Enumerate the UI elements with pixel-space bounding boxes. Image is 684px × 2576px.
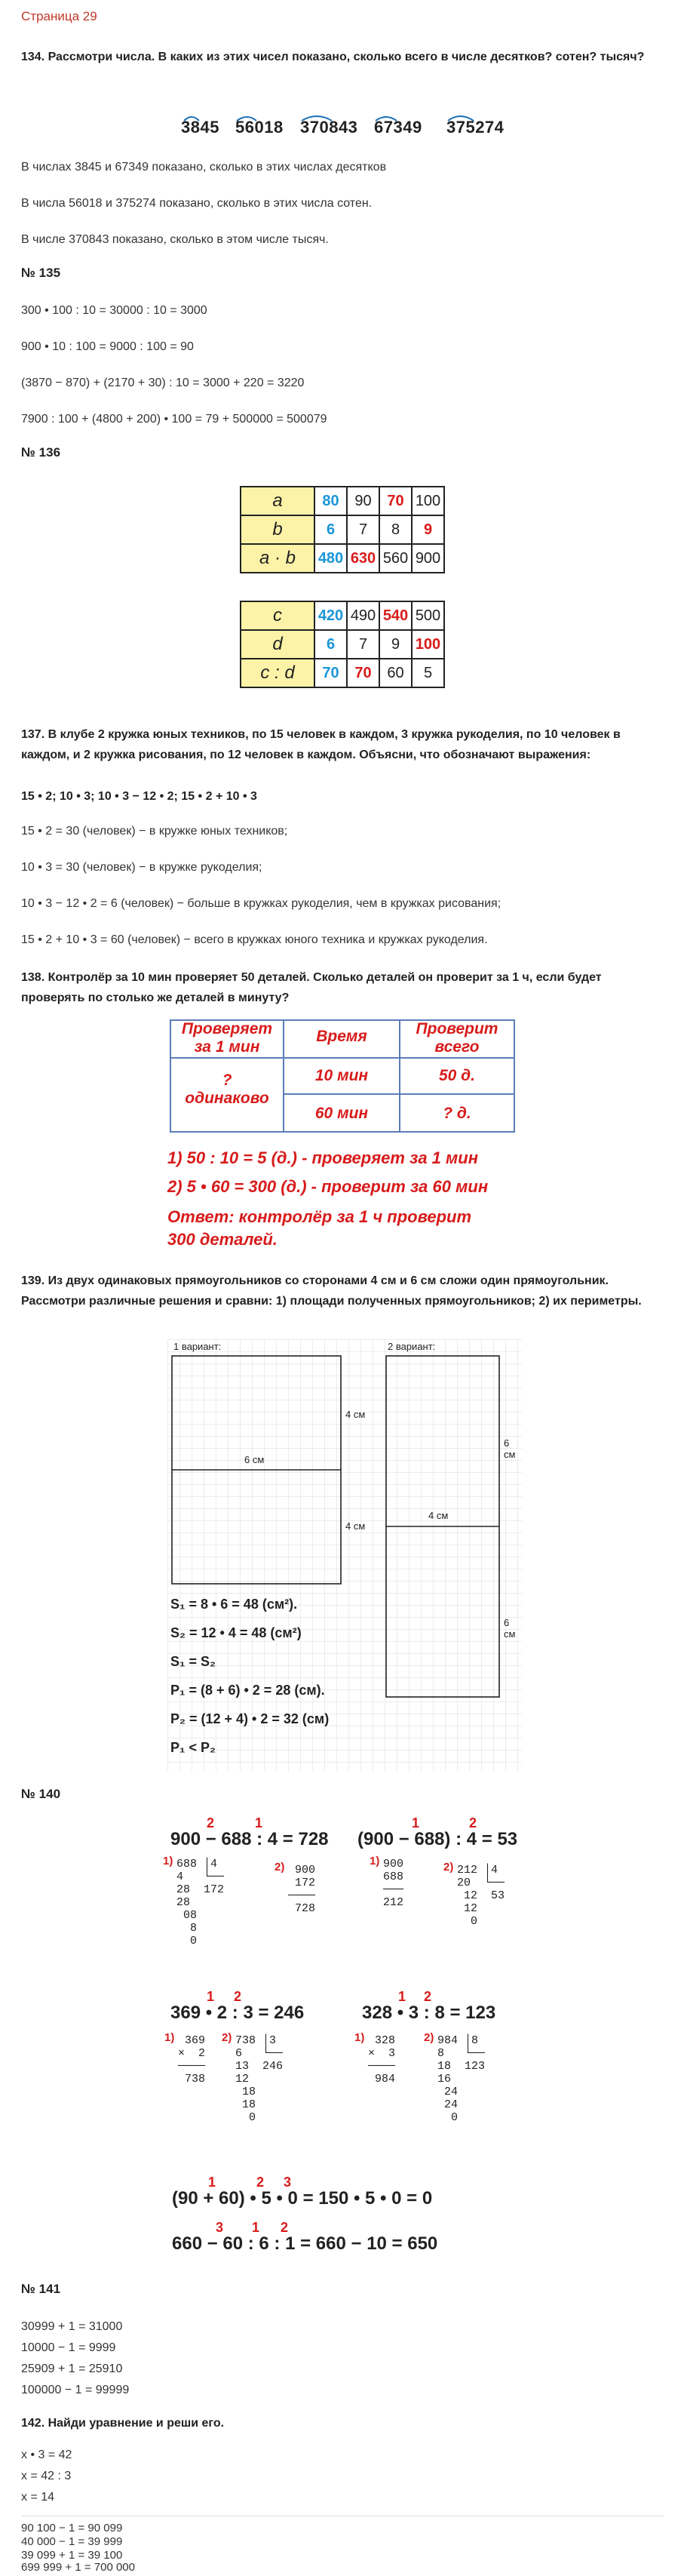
table-cell: 90: [347, 487, 379, 515]
task-141-line: 100000 − 1 = 99999: [21, 2384, 130, 2396]
table-cell: 50 д.: [438, 1067, 475, 1084]
side-label: 4 см: [428, 1510, 449, 1521]
row-label: c: [241, 601, 314, 630]
table-cell: ? д.: [443, 1105, 471, 1122]
task-140-title: № 140: [21, 1787, 61, 1801]
table-cell: 900: [412, 544, 444, 573]
table-cell: 100: [412, 487, 444, 515]
table-cell: 80: [314, 487, 347, 515]
table-row: [241, 515, 444, 544]
task-137-line: 10 • 3 − 12 • 2 = 6 (человек) − больше в кружках рукоделия, чем в кружках рисования;: [21, 897, 501, 910]
task-138-answer: 300 деталей.: [167, 1230, 278, 1249]
formula-s1: S₁ = 8 • 6 = 48 (см²).: [170, 1597, 298, 1612]
task-135-line: (3870 − 870) + (2170 + 30) : 10 = 3000 + 220 = 3220: [21, 377, 305, 389]
task-139-figure: [167, 1339, 522, 1771]
task-143-line: 40 000 − 1 = 39 999: [21, 2535, 123, 2548]
task-141-line: 30999 + 1 = 31000: [21, 2320, 123, 2333]
task-138-title: 138. Контролёр за 10 мин проверяет 50 деталей. Сколько деталей он проверит за 1 ч, если будет проверять по столько же деталей в минуту?: [21, 971, 602, 1004]
task-137-line: 15 • 2 = 30 (человек) − в кружке юных техников;: [21, 825, 288, 838]
task-138-answer: 1) 50 : 10 = 5 (д.) - проверяет за 1 мин: [167, 1148, 479, 1167]
grid-paper: [167, 1339, 522, 1771]
column-work: 328 × 3 ──── 984: [368, 2034, 396, 2086]
table-cell: 420: [314, 601, 347, 630]
table-header-total: Проверит всего: [416, 1020, 498, 1056]
task-143-line: 699 999 + 1 = 700 000: [21, 2561, 135, 2574]
table-cell: 7: [347, 630, 379, 659]
column-work: 738 │3 6 └── 13 246 12 18 18 0: [235, 2034, 284, 2124]
task-143-line: 39 099 + 1 = 39 100: [21, 2549, 123, 2562]
task-138-answer: Ответ: контролёр за 1 ч проверит: [167, 1207, 472, 1226]
task-137-line: 15 • 2 + 10 • 3 = 60 (человек) − всего в кружках юного техника и кружках рукоделия.: [21, 933, 488, 946]
task-137-expressions: 15 • 2; 10 • 3; 10 • 3 − 12 • 2; 15 • 2 + 10 • 3: [21, 790, 257, 803]
task-134-numbers: [181, 112, 513, 142]
row-label: a: [241, 487, 314, 515]
column-work: 984 │8 8 └── 18 123 16 24 24 0: [437, 2034, 486, 2124]
formula-p1: P₁ = (8 + 6) • 2 = 28 (см).: [170, 1683, 325, 1698]
table-cell: 630: [347, 544, 379, 573]
task-135-line: 900 • 10 : 100 = 9000 : 100 = 90: [21, 340, 194, 353]
formula-p2: P₂ = (12 + 4) • 2 = 32 (см): [170, 1711, 330, 1726]
table-cell: ? одинаково: [185, 1071, 269, 1107]
task-143-line: 90 100 − 1 = 90 099: [21, 2522, 123, 2535]
task-138-answer: 2) 5 • 60 = 300 (д.) - проверит за 60 мин: [167, 1177, 489, 1196]
task-137-line: 10 • 3 = 30 (человек) − в кружке рукоделия;: [21, 861, 262, 874]
number-item: 67349: [374, 118, 422, 137]
table-cell: 100: [412, 630, 444, 659]
task-134-line: В числа 56018 и 375274 показано, сколько в этих числа сотен.: [21, 197, 373, 210]
task-134-line: В числе 370843 показано, сколько в этом числе тысяч.: [21, 233, 329, 246]
table-cell: 500: [412, 601, 444, 630]
expr-3: 369 • 2 : 3 = 246: [170, 2003, 305, 2023]
table-row: [241, 659, 444, 687]
variant-2-label: 2 вариант:: [388, 1341, 436, 1352]
formula-p-compare: P₁ < P₂: [170, 1740, 216, 1755]
task-141-line: 25909 + 1 = 25910: [21, 2362, 123, 2375]
table-cell: 8: [379, 515, 412, 544]
table-cell: 70: [379, 487, 412, 515]
task-135-line: 300 • 100 : 10 = 30000 : 10 = 3000: [21, 304, 207, 317]
table-cell: 5: [412, 659, 444, 687]
formula-s-compare: S₁ = S₂: [170, 1654, 216, 1669]
table-cell: 60 мин: [314, 1105, 369, 1122]
table-cell: 70: [347, 659, 379, 687]
task-142-line: x = 14: [21, 2491, 55, 2504]
task-136-title: № 136: [21, 445, 61, 460]
table-row: [241, 544, 444, 573]
number-item: 56018: [235, 118, 284, 137]
side-label: 6 см: [504, 1437, 516, 1460]
table-cell: 490: [347, 601, 379, 630]
side-label: 4 см: [345, 1520, 366, 1532]
task-136-table-2: [240, 601, 445, 688]
task-134-title: 134. Рассмотри числа. В каких из этих чисел показано, сколько всего в числе десятков? сотен? тысяч?: [21, 51, 645, 63]
number-item: 3845: [181, 118, 219, 137]
task-141-line: 10000 − 1 = 9999: [21, 2341, 116, 2354]
expr-6: 660 − 60 : 6 : 1 = 660 − 10 = 650: [172, 2233, 438, 2254]
table-cell: 9: [379, 630, 412, 659]
table-row: [241, 601, 444, 630]
page-label: Страница 29: [21, 9, 97, 23]
task-142-line: x = 42 : 3: [21, 2470, 72, 2482]
column-work: 212 │4 20 └── 12 53 12 0: [457, 1864, 505, 1928]
task-136-table-1: [240, 486, 445, 573]
task-138-table: [169, 1019, 516, 1133]
number-item: 370843: [300, 118, 358, 137]
row-label: a · b: [241, 544, 314, 573]
column-work: 900 688 ─── 212: [383, 1858, 404, 1909]
column-work: 688 │4 4 └── 28 172 28 08 8 0: [176, 1858, 225, 1947]
row-label: b: [241, 515, 314, 544]
table-row: [241, 630, 444, 659]
row-label: d: [241, 630, 314, 659]
table-header-per-minute: Проверяет за 1 мин: [181, 1020, 273, 1056]
expr-5: (90 + 60) • 5 • 0 = 150 • 5 • 0 = 0: [172, 2188, 433, 2209]
task-134-line: В числах 3845 и 67349 показано, сколько в этих числах десятков: [21, 161, 387, 174]
table-cell: 9: [412, 515, 444, 544]
table-cell: 6: [314, 515, 347, 544]
table-cell: 480: [314, 544, 347, 573]
table-cell: 560: [379, 544, 412, 573]
table-row: [241, 487, 444, 515]
column-work: 369 × 2 ──── 738: [178, 2034, 206, 2086]
expr-1: 900 − 688 : 4 = 728: [170, 1829, 329, 1849]
side-label: 6 см: [504, 1617, 516, 1640]
task-135-line: 7900 : 100 + (4800 + 200) • 100 = 79 + 500000 = 500079: [21, 413, 327, 426]
side-label: 6 см: [244, 1454, 265, 1465]
table-cell: 10 мин: [314, 1067, 369, 1084]
table-cell: 6: [314, 630, 347, 659]
formula-s2: S₂ = 12 • 4 = 48 (см²): [170, 1625, 302, 1640]
task-142-line: x • 3 = 42: [21, 2448, 72, 2461]
expr-4: 328 • 3 : 8 = 123: [362, 2003, 496, 2023]
side-label: 4 см: [345, 1409, 366, 1420]
number-item: 375274: [446, 118, 505, 137]
column-work: 900 172 ──── 728: [288, 1864, 316, 1915]
workbook-page: Страница 29 134. Рассмотри числа. В каких из этих чисел показано, сколько всего в числе десятков? сотен? тысяч? 3845 56018 370843 67349 375274 В числах 3845 и 67349 показано, сколько в этих числах десятков В числа 56018 и 375274 показано, сколько в этих числа сотен. В числе 370843 показано, сколько в этом числе тысяч. № 135 300 • 100 : 10 = 30000 : 10 = 3000 900 • 10 : 100 = 9000 : 100 = 90 (3870 − 870) + (2170 + 30) : 10 = 3000 + 220 = 3220 7900 : 100 + (4800 + 200) • 100 = 79 + 500000 = 500079 № 136 a 80 90 70 100 b 6 7 8 9 a · b 480 630 560 900 c 420 490 540 500 d 6 7 9 100 c : d 70 70 60 5 137. В клубе 2 кружка юных техников, по 15 человек в каждом, 3 кружка рукоделия, по 10 человек в каждом, и 2 кружка рисования, по 12 человек в каждом. Объясни, что обозначают выражения: 15 • 2; 10 • 3; 10 • 3 − 12 • 2; 15 • 2 + 10 • 3 15 • 2 = 30 (человек) − в кружке юных техников; 10 • 3 = 30 (человек) − в кружке рукоделия; 10 • 3 − 12 • 2 = 6 (человек) − больше в кружках рукоделия, чем в кружках рисования; 15 • 2 + 10 • 3 = 60 (человек) − всего в кружках юного техника и кружках рукоделия. 138. Контролёр за 10 мин проверяет 50 деталей. Сколько деталей он проверит за 1 ч, если будет проверять по столько же деталей в минуту? Проверяет за 1 мин Время Проверит всего 10 мин 50 д. ? одинаково 60 мин ? д. 1) 50 : 10 = 5 (д.) - проверяет за 1 мин 2) 5 • 60 = 300 (д.) - проверит за 60 мин Ответ: контролёр за 1 ч проверит 300 деталей. 139. Из двух одинаковых прямоугольников со сторонами 4 см и 6 см сложи один прямоугольник. Рассмотри различные решения и сравни: 1) площади полученных прямоугольников; 2) их периметры. 1 вариант: 2 вариант: 4 см 4 см 6 см 4 см 6 см 6 см S₁ = 8 • 6 = 48 (см²). S₂ = 12 • 4 = 48 (см²) S₁ = S₂ P₁ = (8 + 6) • 2 = 28 (см). P₂ = (12 + 4) • 2 = 32 (см) P₁ < P₂ № 140 900 − 688 : 4 = 728 2 1 (900 − 688) : 4 = 53 1 2 1) 688 │4 4 └── 28 172 28 08 8 0 2) 900 172 ──── 728 1) 900 688 ─── 212 2) 212 │4 20 └── 12 53 12 0 369 • 2 : 3 = 246 1 2 328 • 3 : 8 = 123 1 2 1) 369 × 2 ──── 738 2) 738 │3 6 └── 13 246 12 18 18 0 1) 328 × 3 ──── 984 2) 984 │8 8 └── 18 123 16 24 24 0 (90 + 60) • 5 • 0 = 150 • 5 • 0 = 0 1 2 3 660 − 60 : 6 : 1 = 660 − 10 = 650 3 1 2 № 141 30999 + 1 = 31000 10000 − 1 = 9999 25909 + 1 = 25910 100000 − 1 = 99999 142. Найди уравнение и реши его. x • 3 = 42 x = 42 : 3 x = 14 90 100 − 1 = 90 099 40 000 − 1 = 39 999 39 099 + 1 = 39 100 699 999 + 1 = 700 000: [0, 0, 684, 2576]
table-cell: 7: [347, 515, 379, 544]
task-137-title: 137. В клубе 2 кружка юных техников, по 15 человек в каждом, 3 кружка рукоделия, по 10 человек в каждом, и 2 кружка рисования, по 12 человек в каждом. Объясни, что обозначают выражения:: [21, 728, 621, 761]
task-142-title: 142. Найди уравнение и реши его.: [21, 2417, 225, 2430]
expr-2: (900 − 688) : 4 = 53: [357, 1829, 518, 1849]
table-cell: 540: [379, 601, 412, 630]
table-header-time: Время: [316, 1028, 367, 1045]
task-139-title: 139. Из двух одинаковых прямоугольников со сторонами 4 см и 6 см сложи один прямоугольник. Рассмотри различные решения и сравни: 1) площади полученных прямоугольников; 2) их периметры.: [21, 1274, 642, 1308]
task-135-title: № 135: [21, 266, 61, 280]
table-cell: 70: [314, 659, 347, 687]
table-cell: 60: [379, 659, 412, 687]
task-141-title: № 141: [21, 2282, 61, 2296]
variant-1-label: 1 вариант:: [173, 1341, 222, 1352]
row-label: c : d: [241, 659, 314, 687]
